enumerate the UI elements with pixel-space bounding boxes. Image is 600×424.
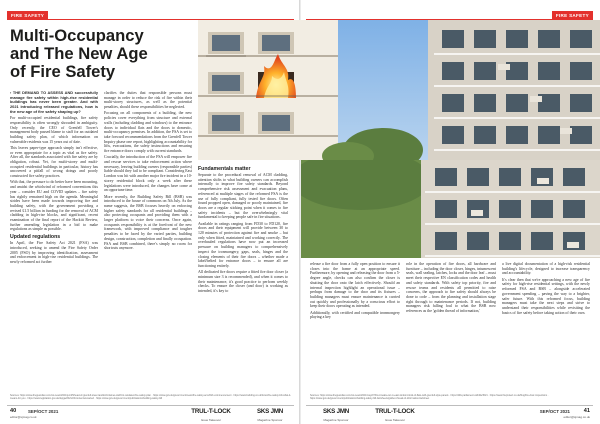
- paragraph: For multi-occupied residential buildings, fire safety responsibility is often wrongly shrouded in ambiguity. Only recently, the CEO of Grenfell Tower's management body passed blame to staff for an outdated building safety plan, of which information on vulnerable residents was 15 years out of date.: [10, 116, 98, 144]
- page-number-right: 41: [583, 408, 590, 414]
- sponsor-logo: TRUL-T-LOCK: [191, 408, 231, 415]
- sources-left: Sources: https://www.theguardian.com/uk-news/2021/jun/25/head-of-grenfell-tower-landlord-blames-staff-for-outdated-fire-safety-plan · https://www.gov.uk/government/news/fire-safety-act-2021-commencement · https://www.building.co.uk/focus/fire-safety-bill-what-it-means-for-you · https://www.legislation.gov.uk/ukpga/2021/24/contents/enacted · https://www.gov.uk/government/publications/building-safety-bill: [10, 394, 291, 401]
- paragraph: With that, the pressure to do better have been mounting, and amidst the whirlwind of reformed conventions this year – consider EU and COVID updates – fire safety has rightly remained high on the agenda. Meaningful strides have been made towards improving fire and building safety, with the government providing a revised £1.5 billion in funding for the removal of ACM cladding in high-rise blocks, and significant, recent examination of the final report of the Hackitt Review, further amending legislation in a bid to make regulations as simple as possible.: [10, 180, 98, 232]
- section-tab-right: FIRE SAFETY: [552, 11, 593, 19]
- hero-photo-burning-building: [198, 20, 600, 160]
- sponsor-caption: Issue Takeover: [384, 418, 406, 422]
- paragraph: In April, the Fire Safety Act 2021 (FSA) was introduced, seeking to amend the Fire Safety Order 2005 (FSO) by improving identification, assessment and enforcement in high-rise residential buildings. The newly reformed act further: [10, 241, 98, 264]
- paragraph: role in the operation of fire doors, all hardware and furniture – including the door closer, hinges, intumescent seals, wall sealing, latches, locks and the door leaf – must meet their respective EN classification codes and health and safety standards. With safety top priority, fire and rescue teams and residents all permitted to raise concerns, the approach to fire safety should always be done to code – from the planning and installation stage right through to maintenance periods. If not, building managers risk falling foul to what the BSB now references as the 'golden thread of information,': [406, 262, 496, 314]
- paragraph: This leaves paper-type approach simply isn't effective, or even appropriate for a topic as vital as fire safety. After all, the standards associated with fire safety are by obligation, robust. Yet, for multi-storey and multi-occupied residential buildings in particular, history has uncovered a pitfall of wrong doings and poorly constructed fire safety practices.: [10, 145, 98, 179]
- building-facade-illustration: [301, 160, 600, 258]
- page-number-left: 40: [10, 408, 17, 414]
- paragraph: Focusing on all components of a building, the new policies cover everything from structure and external walls (including cladding and windows) to the entrance doors to individual flats and the doors to domestic, multi-occupancy premises. In addition, the FSA is set to take forward recommendations from the Grenfell Tower Inquiry phase one report, highlighting accountability for lifts, evacuations, the safety instructions and ensuring fire entrance doors comply with current standards.: [104, 111, 192, 154]
- article-column-5: [406, 262, 496, 390]
- article-column-3: [198, 164, 288, 390]
- issue-date-left: SEP/OCT 2021: [28, 409, 59, 414]
- sponsor-logo: SKS JMN: [322, 408, 350, 415]
- sponsor-logo: SKS JMN: [256, 408, 284, 415]
- lead-paragraph: › THE DEMAND TO ASSESS AND successfully manage fire safety within high-rise residential buildings has never been greater. And with 2021 introducing released regulations, how is the new age of fire safety shaping up?: [10, 91, 98, 114]
- paragraph: Crucially, the introduction of the FSA will empower fire and rescue services to take enforcement action where necessary, leaving building owners (responsible parties) liable should they fail to be compliant. Considering East London was hit with another major fire incident in a 10-storey residential block only a week after these legislations were introduced, the changes have come at an opportune time.: [104, 155, 192, 193]
- sponsor-logo-block: [240, 405, 300, 424]
- title-line-3: of Fire Safety: [10, 62, 116, 81]
- building-fire-illustration: [198, 20, 600, 160]
- paragraph: All dedicated fire doors require a fitted fire door closer (a minimum size 3 is recommended), and when it comes to their maintenance, it's good practice to perform weekly checks. To ensure the closer (and door) is working as intended, it's key to: [198, 270, 288, 294]
- sources-right: Sources: https://www.theguardian.com/uk-news/2021/may/07/fire-breaks-out-in-east-london-block-of-flats-with-grenfell-style-panels · https://bills.parliament.uk/bills/3021 · https://www.fireprotect.co.uk/blog/fire-door-inspections · https://www.gov.uk/government/publications/building-safety-bill-factsheets/golden-thread-of-information-factsheet: [310, 394, 549, 401]
- paragraph: It's clear then that we're approaching a new age of fire safety for high-rise residential settings, with the newly reformed FSA and BSB – alongside accelerated government spending – paving the way to a brighter, safer future. With this reformed focus, building managers must take the next steps and strive to understand their responsibilities while revisiting the basics of fire safety before taking action of their own.: [502, 277, 590, 315]
- paragraph: a live digital documentation of a high-risk residential building's lifecycle, designed to increase transparency and accountability.: [502, 262, 590, 276]
- article-column-6: [502, 262, 590, 390]
- sponsor-logo-block: [365, 405, 425, 424]
- section-tab-left: FIRE SAFETY: [7, 11, 48, 19]
- paragraph: More recently, the Building Safety Bill (BSB) was introduced to the house of commons on 5th July. As the name suggests, the BSB focuses heavily on enforcing higher safety standards for all residential buildings – also protecting occupants and providing them with a larger platform to voice their concerns. Once again, occupants responsibility is at the forefront of the new framework, with improved compliance and tougher penalties to be faced by the varied parties, building design, construction, completion and finally occupation. FSA and BSB combined, there's simply no room for shortcuts anymore.: [104, 194, 192, 251]
- sponsor-caption: Magazine Sponsor: [257, 418, 283, 422]
- editor-email-right: editor@sjmag.co.uk: [563, 415, 590, 419]
- subheading-updated-regulations: Updated regulations: [10, 234, 61, 241]
- article-column-4: [310, 262, 400, 390]
- sponsor-caption: Issue Takeover: [200, 418, 222, 422]
- paragraph: clarifies the duties that responsible persons must manage in order to reduce the risk of fire within their multi-storey structures, as well as the potential penalties, should these responsibilities be neglected.: [104, 91, 192, 110]
- photo-lower-building: [301, 160, 600, 258]
- title-line-2: and The New Age: [10, 44, 148, 63]
- sponsor-logo-block: [306, 405, 366, 424]
- paragraph: Available in ratings ranging from FD30 to FD120, fire doors and their equipment will provide between 30 to 120 minutes of protection against fire and smoke – but only when fitted, maintained and working correctly. The overhauled regulations have now put an increased pressure on building managers to comprehensively inspect the ironmongery, gaps, seals, hinges and the closing elements of their fire doors – whether made a label/belted for entrance doors – to ensure all are functioning entirely.: [198, 221, 288, 268]
- paragraph: Additionally, with certified and compatible ironmongery playing a key: [310, 310, 400, 320]
- sponsor-logo-block: [181, 405, 241, 424]
- paragraph: Separate to the procedural removal of ACM cladding, attention shifts to what building owners can accomplish internally to improve fire safety standards. Beyond comprehensive risk assessment and evacuation plans, referenced at multiple stages of the reformed FSA is the use of fully compliant, fully tested fire doors. Often found propped open, damaged or poorly maintained, fire doors are a regular sticking point when it comes to fire safety incidents – but the overwhelmingly vital fundamental to keeping people safe in fire situations.: [198, 173, 288, 220]
- sponsor-logo: TRUL-T-LOCK: [375, 408, 415, 415]
- sponsor-caption: Magazine Sponsor: [323, 418, 349, 422]
- issue-date-right: SEP/OCT 2021: [539, 409, 570, 414]
- title-line-1: Multi-Occupancy: [10, 26, 144, 45]
- editor-email-left: editor@sjmag.co.uk: [10, 415, 37, 419]
- paragraph: release a fire door from a fully open position to ensure it closes into the frame at an appropriate speed. Furthermore, by opening and releasing the door from a 5-degree angle, checks can also confirm the closer is shutting the door onto the latch effectively. Should an internal inspection highlight an operational issue – perhaps from damage to the door and its fixtures – building managers must ensure maintenance is carried out quickly and professionally by a conscious effort to keep their doors operating as intended.: [310, 262, 400, 309]
- subheading-fundamentals-matter: Fundamentals matter: [198, 166, 251, 172]
- article-column-2: [104, 91, 192, 391]
- article-column-1: [10, 91, 98, 391]
